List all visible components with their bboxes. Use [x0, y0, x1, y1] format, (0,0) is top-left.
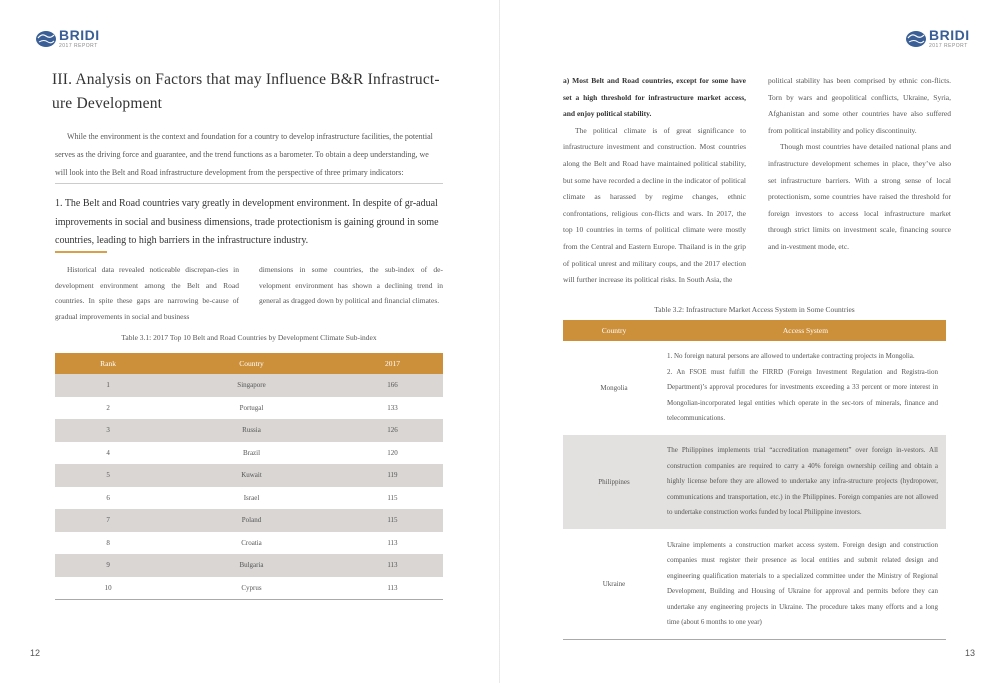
cell-country: Brazil: [242, 448, 261, 457]
col-header-rank: Rank: [55, 353, 161, 374]
table-row: [55, 442, 443, 465]
access-text: Ukraine implements a construction market access system. Foreign design and construction companies must register their presence as local entities and submit related design and engineering qualification materials to a specialized committee under the Ministry of Regional Development, Building and Housing of Ukraine for approval and permits before they can undertake any engineering projects in Ukraine. The procedure takes many efforts and a long time (about 6 months to one year): [667, 540, 938, 626]
table-row: [55, 374, 443, 397]
accent-rule: [55, 251, 107, 253]
cell-country: Bulgaria: [161, 554, 342, 577]
globe-icon: [905, 30, 927, 48]
cell-country: Croatia: [241, 538, 262, 547]
page-number-right: 13: [965, 648, 976, 658]
col-header-country: Country: [563, 320, 665, 341]
subsection-heading: 1. The Belt and Road countries vary greatly in development environment. In despite of gr-adual improvements in social and business dimensions, trade protectionism is gaining ground in some countries, leading to high barriers in the infrastructure industry.: [55, 198, 439, 246]
cell-country: Ukraine: [563, 529, 665, 640]
col-header-2017: 2017: [342, 353, 443, 374]
cell-country: Poland: [161, 509, 342, 532]
section-title: III. Analysis on Factors that may Influence B&R Infrastruct-ure Development: [52, 71, 440, 112]
cell-country: Israel: [243, 493, 260, 502]
cell-value: 113: [387, 538, 398, 547]
body-col1: Historical data revealed noticeable discrepan-cies in development environment among the Belt and Road countries. In spite these gaps are narrowing be-cause of gradual improvements in social and business: [55, 265, 239, 321]
globe-icon: [35, 30, 57, 48]
table-access-system: [563, 320, 946, 640]
logo-subtitle: 2017 REPORT: [929, 43, 968, 49]
right-body-two-column: [563, 73, 951, 289]
cell-value: 133: [387, 403, 398, 412]
table-row: [55, 419, 443, 442]
cell-rank: 7: [55, 509, 161, 532]
right-col2-p1: political stability has been comprised by ethnic con-flicts. Torn by wars and geopolitical conflicts, Ukraine, Syria, Afghanistan and some other countries have also suffered from political instability and policy discontinuity.: [768, 76, 951, 135]
cell-country: Philippines: [563, 435, 665, 529]
table-row: [55, 554, 443, 577]
cell-value: 115: [342, 509, 443, 532]
logo-subtitle: 2017 REPORT: [59, 43, 98, 49]
cell-country: Portugal: [239, 403, 264, 412]
access-text: The Philippines implements trial “accreditation management” over foreign in-vestors. All construction companies are required to carry a 40% foreign ownership ceiling and obtain a highly license before they are allowed to undertake any infra-structure projects (hydropower, communications and transportation, etc.) in the Philippines. Foreign companies are not allowed to undertake construction works funded by local Philippine investors.: [667, 446, 938, 517]
cell-rank: 5: [55, 464, 161, 487]
cell-rank: 10: [55, 577, 161, 600]
table-row: [55, 487, 443, 510]
cell-rank: 1: [55, 374, 161, 397]
right-col1: [563, 73, 746, 289]
logo-brand: BRIDI: [59, 27, 100, 43]
cell-access-system: [665, 435, 946, 529]
table-row: [563, 529, 946, 640]
cell-country: Russia: [161, 419, 342, 442]
cell-value: 120: [387, 448, 398, 457]
cell-rank: 2: [106, 403, 110, 412]
table-row: [55, 532, 443, 555]
intro-paragraph: While the environment is the context and foundation for a country to develop infrastructure facilities, the potential serves as the driving force and guarantee, and the trend functions as a barometer. To obtain a deep understanding, we will look into the Belt and Road infrastructure development from the perspective of three primary indicators:: [55, 132, 433, 177]
divider: [55, 183, 443, 184]
cell-country: Cyprus: [161, 577, 342, 600]
cell-value: 166: [342, 374, 443, 397]
table1-caption: Table 3.1: 2017 Top 10 Belt and Road Countries by Development Climate Sub-index: [121, 333, 377, 342]
right-col1-body: The political climate is of great significance to infrastructure investment and construction. Most countries along the Belt and Road have maintained political stability, but some have recorded a decline in the indicator of political climate as harassed by regime changes, ethnic confrontations, religious con-flicts and wars. In 2017, the top 10 countries in terms of political climate were mostly from the Central and Eastern Europe. Thailand is in the grip of political unrest and military coups, and the 2017 election will further increase its political risks. In South Asia, the: [563, 125, 746, 285]
right-col2-p2: Though most countries have detailed national plans and infrastructure development schemes in place, they’ve also set infrastructure barriers. With a strong sense of local protectionism, some countries have raised the threshold for foreign investors to access local infrastructure market through strict limits on investment scale, financing source and in-vestment mode, etc.: [768, 142, 951, 251]
table-row: [55, 509, 443, 532]
table2-caption: Table 3.2: Infrastructure Market Access System in Some Countries: [654, 305, 855, 314]
cell-country: Kuwait: [161, 464, 342, 487]
point-a-heading: a) Most Belt and Road countries, except for some have set a high threshold for infrastructure market access, and enjoy political stability.: [563, 76, 746, 119]
cell-value: 113: [342, 577, 443, 600]
cell-value: 113: [342, 554, 443, 577]
table-row: [55, 397, 443, 420]
cell-rank: 6: [106, 493, 110, 502]
cell-value: 115: [387, 493, 398, 502]
table-top10-countries: [55, 353, 443, 600]
table-row: [563, 341, 946, 435]
cell-rank: 3: [55, 419, 161, 442]
page-number-left: 12: [30, 648, 41, 658]
logo-brand: BRIDI: [929, 27, 970, 43]
col-header-country: Country: [161, 353, 342, 374]
cell-country: Mongolia: [600, 384, 628, 392]
access-text: 2. An FSOE must fulfill the FIRRD (Foreign Investment Regulation and Registra-tion Department)’s approval procedures for investments exceeding a 33 percent or more interest in Mongolian-incorporated legal entities which operate in the sec-tors of minerals, finance and telecommunications.: [667, 367, 938, 423]
table-row: [55, 464, 443, 487]
body-col2: dimensions in some countries, the sub-index of de-velopment environment has shown a declining trend in general as dragged down by political and financial climates.: [259, 265, 443, 305]
col-header-access-system: Access System: [665, 320, 946, 341]
body-two-column: [55, 262, 443, 324]
cell-rank: 9: [55, 554, 161, 577]
right-col2: [768, 73, 951, 289]
cell-access-system: [665, 529, 946, 640]
cell-rank: 4: [106, 448, 110, 457]
cell-value: 126: [342, 419, 443, 442]
cell-rank: 8: [106, 538, 110, 547]
bridi-logo-right: [905, 28, 970, 49]
cell-country: Singapore: [161, 374, 342, 397]
cell-value: 119: [342, 464, 443, 487]
table-row: [563, 435, 946, 529]
table-row: [55, 577, 443, 600]
access-text: 1. No foreign natural persons are allowed to undertake contracting projects in Mongolia.: [667, 352, 915, 361]
cell-access-system: [665, 341, 946, 435]
bridi-logo-left: [35, 28, 100, 49]
